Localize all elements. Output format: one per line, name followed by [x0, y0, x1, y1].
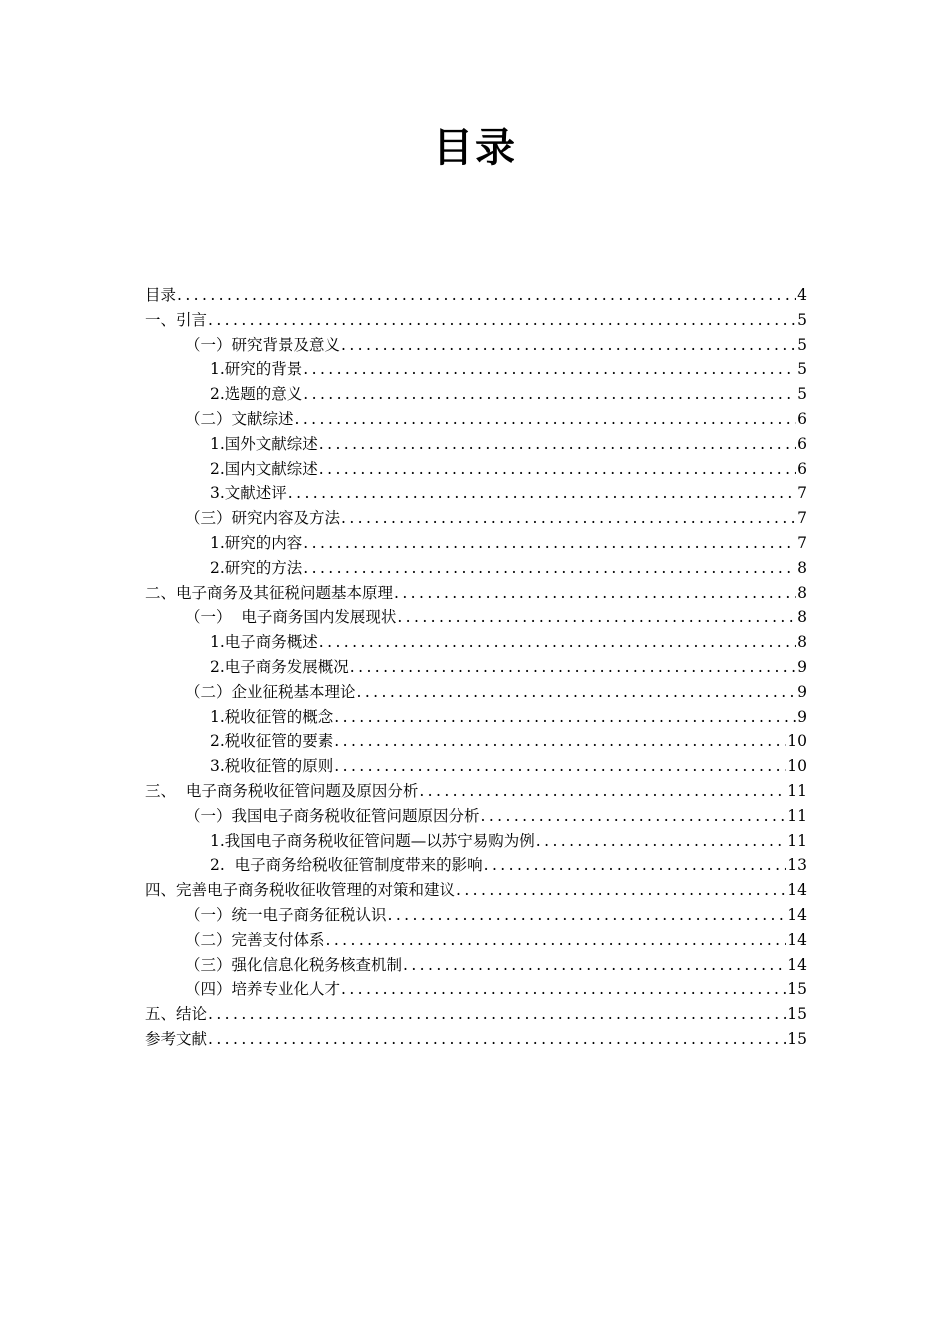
toc-dot-leader: [319, 457, 796, 482]
toc-dot-leader: [334, 754, 786, 779]
toc-entry-page-number: 15: [787, 1029, 807, 1048]
toc-entry-label: 参考文献: [145, 1029, 208, 1048]
toc-dot-leader: [397, 605, 796, 630]
toc-dot-leader: [403, 953, 786, 978]
toc-dot-leader: [341, 333, 796, 358]
toc-entry-label: （二）完善支付体系: [185, 930, 325, 949]
toc-entry-label: 二、电子商务及其征税问题基本原理: [145, 583, 394, 602]
toc-entry-label: （二）企业征税基本理论: [185, 682, 356, 701]
toc-entry[interactable]: [145, 382, 807, 407]
toc-entry[interactable]: [145, 605, 807, 630]
toc-entry-label: 1.税收征管的概念: [210, 707, 334, 726]
toc-entry-page-number: 8: [797, 583, 807, 602]
toc-entry[interactable]: [145, 804, 807, 829]
toc-dot-leader: [456, 878, 786, 903]
toc-entry-page-number: 5: [797, 385, 807, 404]
toc-dot-leader: [295, 407, 797, 432]
toc-entry-label: 2.税收征管的要素: [210, 732, 334, 751]
toc-dot-leader: [208, 1027, 786, 1052]
toc-entry[interactable]: [145, 581, 807, 606]
toc-entry-label: 3.税收征管的原则: [210, 757, 334, 776]
toc-entry-page-number: 11: [787, 831, 807, 850]
toc-entry-label: （三）研究内容及方法: [185, 509, 341, 528]
toc-entry-label: （一）我国电子商务税收征管问题原因分析: [185, 806, 480, 825]
page-title: 目录: [433, 124, 517, 171]
toc-entry[interactable]: [145, 680, 807, 705]
toc-dot-leader: [326, 928, 787, 953]
toc-dot-leader: [536, 829, 786, 854]
toc-entry[interactable]: [145, 308, 807, 333]
toc-dot-leader: [357, 680, 797, 705]
table-of-contents: [145, 283, 807, 1052]
toc-entry[interactable]: [145, 754, 807, 779]
toc-entry[interactable]: [145, 407, 807, 432]
toc-entry-page-number: 9: [797, 657, 807, 676]
toc-entry-page-number: 7: [797, 484, 807, 503]
toc-entry-page-number: 15: [787, 1005, 807, 1024]
toc-entry[interactable]: [145, 779, 807, 804]
toc-dot-leader: [288, 481, 796, 506]
toc-entry-label: 2.国内文献综述: [210, 459, 318, 478]
toc-dot-leader: [484, 853, 787, 878]
toc-entry-label: 1.国外文献综述: [210, 434, 318, 453]
toc-entry-label: （二）文献综述: [185, 409, 294, 428]
toc-entry-page-number: 6: [797, 434, 807, 453]
toc-entry-page-number: 6: [797, 409, 807, 428]
toc-entry[interactable]: [145, 729, 807, 754]
toc-entry-label: 1.我国电子商务税收征管问题—以苏宁易购为例: [210, 831, 535, 850]
toc-entry-page-number: 4: [797, 286, 807, 304]
toc-entry-label: 2. 电子商务给税收征管制度带来的影响: [210, 856, 483, 875]
toc-entry[interactable]: [145, 357, 807, 382]
toc-entry[interactable]: [145, 283, 807, 308]
toc-dot-leader: [319, 432, 796, 457]
toc-entry-label: 1.电子商务概述: [210, 633, 318, 652]
toc-entry[interactable]: [145, 655, 807, 680]
toc-entry[interactable]: [145, 531, 807, 556]
toc-dot-leader: [177, 283, 796, 308]
toc-entry-label: 四、完善电子商务税收征收管理的对策和建议: [145, 881, 456, 900]
toc-dot-leader: [303, 531, 796, 556]
toc-entry-page-number: 13: [787, 856, 807, 875]
toc-entry[interactable]: [145, 630, 807, 655]
toc-entry-page-number: 7: [797, 509, 807, 528]
toc-entry-label: （一）研究背景及意义: [185, 335, 341, 354]
toc-dot-leader: [208, 1002, 786, 1027]
toc-entry[interactable]: [145, 903, 807, 928]
toc-dot-leader: [341, 506, 796, 531]
toc-entry-page-number: 14: [787, 955, 807, 974]
toc-entry[interactable]: [145, 853, 807, 878]
toc-dot-leader: [319, 630, 796, 655]
toc-entry-page-number: 10: [787, 732, 807, 751]
toc-dot-leader: [481, 804, 787, 829]
toc-dot-leader: [419, 779, 786, 804]
toc-entry-label: （三）强化信息化税务核查机制: [185, 955, 403, 974]
toc-entry[interactable]: [145, 953, 807, 978]
toc-entry[interactable]: [145, 1002, 807, 1027]
toc-entry-label: （四）培养专业化人才: [185, 980, 341, 999]
toc-entry[interactable]: [145, 829, 807, 854]
toc-entry-label: 1.研究的背景: [210, 360, 303, 379]
toc-dot-leader: [334, 705, 796, 730]
toc-dot-leader: [303, 357, 796, 382]
toc-dot-leader: [334, 729, 786, 754]
toc-entry-label: 3.文献述评: [210, 484, 287, 503]
toc-entry-label: 2.电子商务发展概况: [210, 657, 349, 676]
toc-entry-page-number: 14: [787, 905, 807, 924]
toc-entry-page-number: 15: [787, 980, 807, 999]
toc-entry-label: 一、引言: [145, 310, 208, 329]
toc-entry[interactable]: [145, 1027, 807, 1052]
toc-dot-leader: [341, 977, 786, 1002]
toc-dot-leader: [388, 903, 787, 928]
toc-entry-label: （一） 电子商务国内发展现状: [185, 608, 397, 627]
toc-entry-page-number: 5: [797, 310, 807, 329]
toc-entry-label: 1.研究的内容: [210, 533, 303, 552]
toc-entry-page-number: 11: [787, 781, 807, 800]
toc-entry-page-number: 5: [797, 360, 807, 379]
toc-dot-leader: [303, 556, 796, 581]
toc-entry-page-number: 8: [797, 558, 807, 577]
toc-entry[interactable]: [145, 432, 807, 457]
toc-entry-page-number: 14: [787, 881, 807, 900]
toc-entry[interactable]: [145, 457, 807, 482]
toc-dot-leader: [394, 581, 796, 606]
toc-entry-label: 2.研究的方法: [210, 558, 303, 577]
toc-entry[interactable]: [145, 705, 807, 730]
toc-entry-label: 目录: [145, 286, 177, 304]
toc-entry-page-number: 6: [797, 459, 807, 478]
toc-dot-leader: [350, 655, 796, 680]
toc-entry-label: 2.选题的意义: [210, 385, 303, 404]
toc-entry[interactable]: [145, 977, 807, 1002]
toc-entry[interactable]: [145, 481, 807, 506]
toc-entry[interactable]: [145, 928, 807, 953]
toc-entry[interactable]: [145, 506, 807, 531]
toc-entry-page-number: 9: [797, 682, 807, 701]
toc-entry-label: （一）统一电子商务征税认识: [185, 905, 387, 924]
toc-entry[interactable]: [145, 333, 807, 358]
toc-entry-page-number: 8: [797, 608, 807, 627]
toc-entry-page-number: 9: [797, 707, 807, 726]
toc-entry-label: 五、结论: [145, 1005, 208, 1024]
toc-dot-leader: [208, 308, 796, 333]
toc-entry-page-number: 7: [797, 533, 807, 552]
toc-entry-page-number: 5: [797, 335, 807, 354]
toc-entry-page-number: 11: [787, 806, 807, 825]
toc-dot-leader: [303, 382, 796, 407]
toc-entry-page-number: 8: [797, 633, 807, 652]
toc-entry[interactable]: [145, 556, 807, 581]
toc-entry-label: 三、 电子商务税收征管问题及原因分析: [145, 781, 419, 800]
toc-entry[interactable]: [145, 878, 807, 903]
toc-entry-page-number: 14: [787, 930, 807, 949]
toc-entry-page-number: 10: [787, 757, 807, 776]
